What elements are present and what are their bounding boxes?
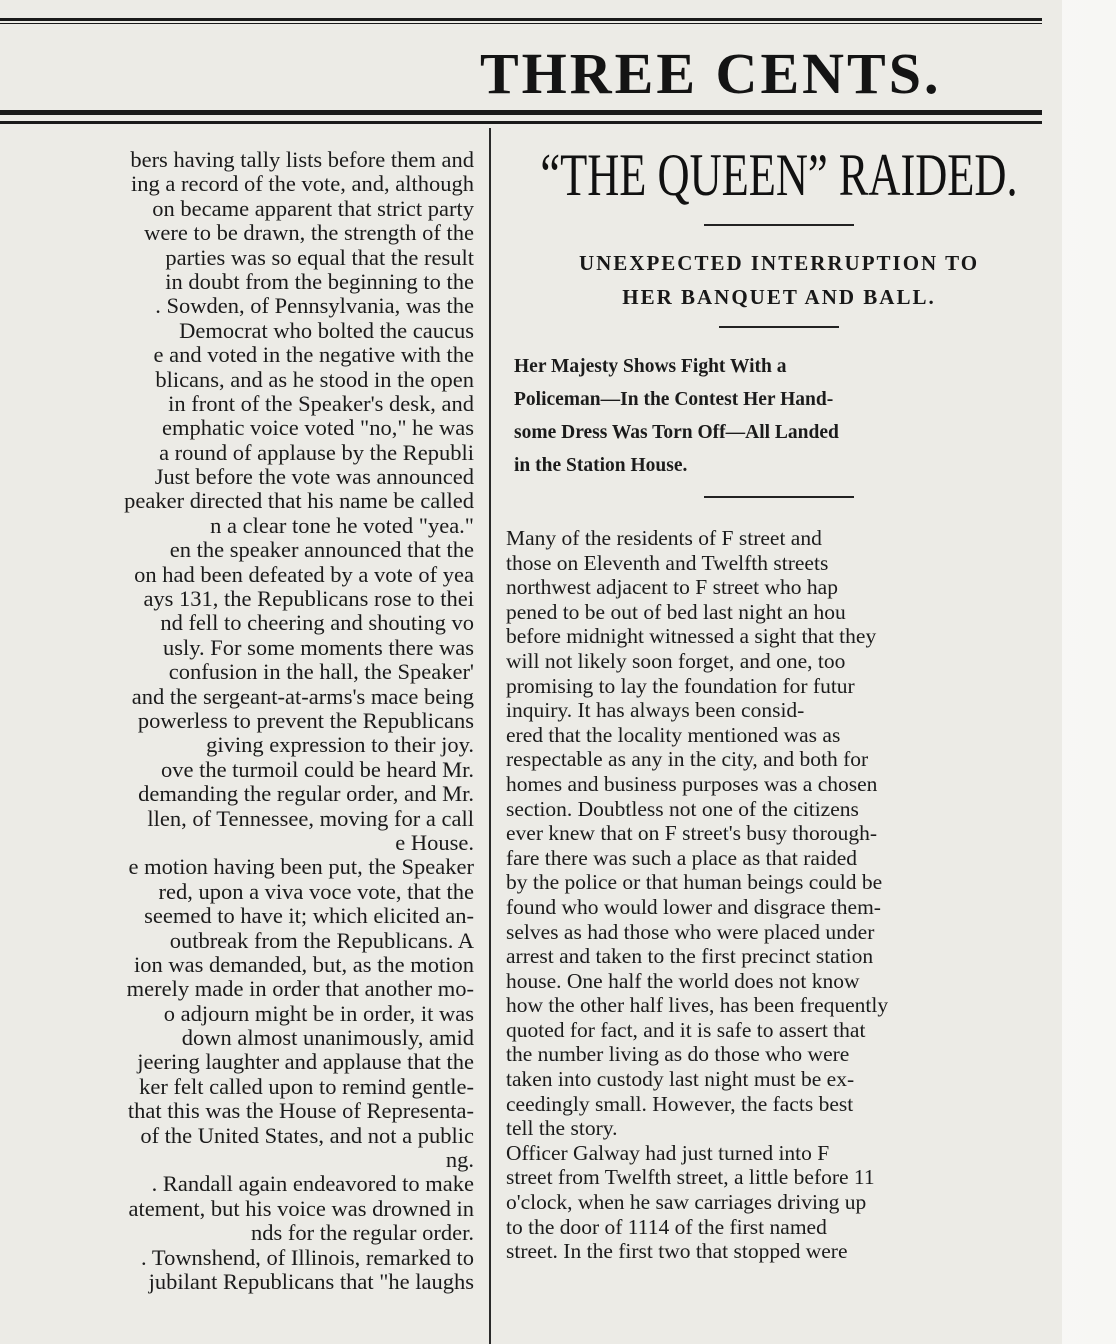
article [506, 140, 1052, 1264]
body-line: those on Eleventh and Twelfth streets [506, 550, 829, 575]
text-line: down almost unanimously, amid [181, 1026, 474, 1051]
body-line: the number living as do those who were [506, 1042, 850, 1067]
masthead-price: THREE CENTS. [480, 41, 942, 106]
body-line: ever knew that on F street's busy thorough- [506, 821, 878, 846]
text-line: ng. [445, 1148, 474, 1173]
text-line: n a clear tone he voted "yea." [210, 513, 474, 538]
text-line: were to be drawn, the strength of the [144, 221, 474, 246]
body-line: street from Twelfth street, a little before 11 [506, 1165, 875, 1190]
body-line: to the door of 1114 of the first named [506, 1214, 827, 1239]
deck-rule [719, 326, 839, 328]
text-line: ove the turmoil could be heard Mr. [160, 757, 474, 782]
text-line: in doubt from the beginning to the [165, 269, 474, 294]
column-divider [489, 128, 491, 1344]
body-line: northwest adjacent to F street who hap [506, 575, 838, 600]
top-rule [0, 18, 1042, 21]
subdeck-line: in the Station House. [514, 455, 688, 476]
body-line: fare there was such a place as that raided [506, 845, 857, 870]
text-line: emphatic voice voted "no," he was [161, 416, 474, 441]
deck-line: HER BANQUET AND BALL. [622, 285, 936, 309]
body-line: selves as had those who were placed under [506, 919, 875, 944]
body-line: arrest and taken to the first precinct station [506, 944, 874, 969]
text-line: Just before the vote was announced [154, 465, 474, 490]
text-line: a round of applause by the Republi [159, 440, 474, 465]
text-line: outbreak from the Republicans. A [169, 928, 474, 953]
body-line: pened to be out of bed last night an hou [506, 599, 846, 624]
text-line: ion was demanded, but, as the motion [134, 952, 474, 977]
text-line: in front of the Speaker's desk, and [168, 391, 474, 416]
page-edge [1062, 0, 1116, 1344]
text-line: and the sergeant-at-arms's mace being [131, 684, 474, 709]
body-line: by the police or that human beings could be [506, 870, 883, 895]
body-line: Officer Galway had just turned into F [506, 1140, 830, 1165]
body-line: before midnight witnessed a sight that they [506, 624, 877, 649]
text-line: seemed to have it; which elicited an- [144, 904, 474, 929]
body-line: ceedingly small. However, the facts best [506, 1091, 854, 1116]
text-line: ing a record of the vote, and, although [130, 172, 474, 197]
text-line: on had been defeated by a vote of yea [134, 562, 474, 587]
body-line: inquiry. It has always been consid- [506, 698, 805, 723]
text-line: parties was so equal that the result [165, 245, 474, 270]
text-line: e House. [395, 830, 474, 855]
text-line: jeering laughter and applause that the [137, 1050, 474, 1075]
body-line: found who would lower and disgrace them- [506, 894, 881, 919]
text-line: peaker directed that his name be called [124, 489, 474, 514]
body-line: homes and business purposes was a chosen [506, 771, 878, 796]
text-line: red, upon a viva voce vote, that the [158, 879, 474, 904]
masthead-rule-thick [0, 110, 1042, 115]
subdeck-rule [704, 496, 854, 498]
body-line: section. Doubtless not one of the citizens [506, 796, 859, 821]
body-line: house. One half the world does not know [506, 968, 860, 993]
subdeck-line: Her Majesty Shows Fight With a [514, 356, 787, 377]
headline-rule [704, 224, 854, 226]
body-line: o'clock, when he saw carriages driving up [506, 1190, 867, 1215]
body-line: promising to lay the foundation for futur [506, 673, 855, 698]
body-line: respectable as any in the city, and both for [506, 747, 869, 772]
text-line: demanding the regular order, and Mr. [138, 782, 474, 807]
body-line: ered that the locality mentioned was as [506, 722, 841, 747]
subdeck-line: Policeman—In the Contest Her Hand- [514, 389, 834, 410]
text-line: merely made in order that another mo- [126, 977, 474, 1002]
article-subdeck [514, 350, 1052, 482]
body-line: tell the story. [506, 1116, 618, 1141]
text-line: bers having tally lists before them and [130, 148, 474, 172]
text-line: nds for the regular order. [250, 1221, 474, 1246]
text-line: that this was the House of Representa- [127, 1099, 474, 1124]
text-line: giving expression to their joy. [206, 733, 474, 758]
body-line: street. In the first two that stopped were [506, 1239, 848, 1264]
text-line: . Sowden, of Pennsylvania, was the [155, 294, 474, 319]
subdeck-line: some Dress Was Torn Off—All Landed [514, 422, 839, 443]
text-line: Democrat who bolted the caucus [179, 318, 474, 343]
text-line: ays 131, the Republicans rose to thei [143, 587, 474, 612]
body-line: will not likely soon forget, and one, too [506, 648, 846, 673]
text-line: usly. For some moments there was [162, 635, 474, 660]
text-line: . Townshend, of Illinois, remarked to [141, 1245, 474, 1270]
text-line: ker felt called upon to remind gentle- [139, 1074, 474, 1099]
article-deck [506, 246, 1052, 314]
text-line: blicans, and as he stood in the open [155, 367, 474, 392]
top-rule-thin [0, 23, 1042, 24]
text-line: en the speaker announced that the [169, 538, 474, 563]
text-line: jubilant Republicans that "he laughs [148, 1269, 474, 1294]
text-line: of the United States, and not a public [140, 1123, 474, 1148]
article-headline: “THE QUEEN” RAIDED. [540, 142, 1018, 208]
masthead-rule-thin [0, 121, 1042, 124]
body-line: quoted for fact, and it is safe to assert that [506, 1017, 866, 1042]
left-column-text [0, 148, 474, 1344]
body-line: how the other half lives, has been frequently [506, 993, 889, 1018]
body-line: taken into custody last night must be ex- [506, 1067, 855, 1092]
body-line: Many of the residents of F street and [506, 526, 822, 550]
text-line: on became apparent that strict party [152, 196, 474, 221]
text-line: o adjourn might be in order, it was [163, 1001, 474, 1026]
text-line: . Randall again endeavored to make [151, 1172, 474, 1197]
text-line: confusion in the hall, the Speaker' [168, 660, 474, 685]
text-line: powerless to prevent the Republicans [137, 708, 474, 733]
text-line: nd fell to cheering and shouting vo [160, 611, 474, 636]
article-body [506, 526, 1052, 1264]
deck-line: UNEXPECTED INTERRUPTION TO [578, 251, 980, 275]
text-line: e motion having been put, the Speaker [128, 855, 474, 880]
text-line: atement, but his voice was drowned in [128, 1196, 474, 1221]
text-line: e and voted in the negative with the [153, 343, 474, 368]
text-line: llen, of Tennessee, moving for a call [147, 806, 474, 831]
